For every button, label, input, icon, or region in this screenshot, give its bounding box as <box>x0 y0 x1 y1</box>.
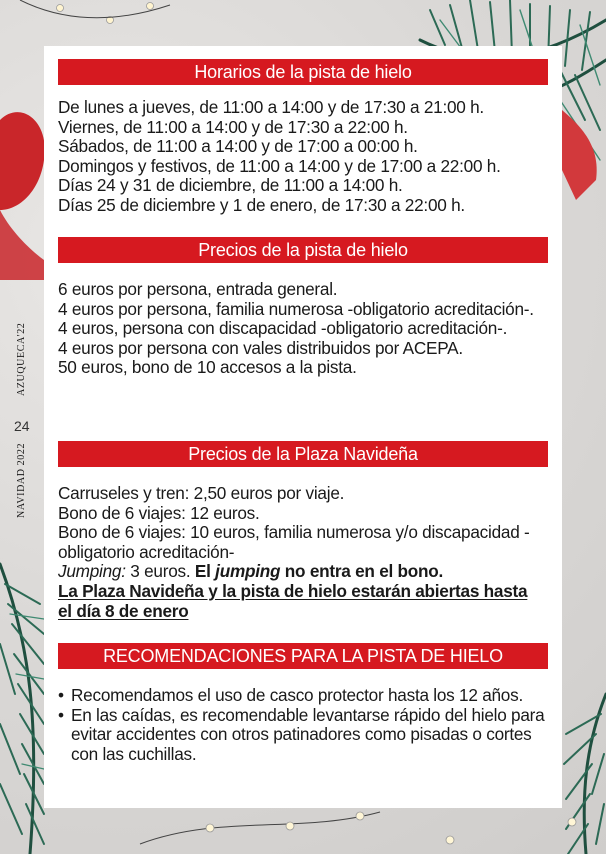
jumping-price: 3 euros. <box>125 561 195 582</box>
jumping-word: Jumping: <box>58 561 126 582</box>
precio-line: 4 euros, persona con discapacidad -obligatorio acreditación-. <box>58 318 508 339</box>
precios-plaza-list <box>58 484 554 621</box>
content-card <box>44 46 562 808</box>
jumping-note-end: no entra en el bono. <box>280 561 444 582</box>
section-title-precios-plaza: Precios de la Plaza Navideña <box>58 441 548 467</box>
precio-line: 4 euros por persona, familia numerosa -obligatorio acreditación-. <box>58 298 534 319</box>
precio-line: 4 euros por persona con vales distribuidos por ACEPA. <box>58 337 463 358</box>
precio-line: 6 euros por persona, entrada general. <box>58 279 338 299</box>
section-title-recomendaciones: RECOMENDACIONES PARA LA PISTA DE HIELO <box>58 643 548 669</box>
horario-line: Días 25 de diciembre y 1 de enero, de 17:30 a 22:00 h. <box>58 194 465 215</box>
opening-notice: La Plaza Navideña y la pista de hielo estarán abiertas hasta el día 8 de enero <box>58 580 528 621</box>
horario-line: Viernes, de 11:00 a 14:00 y de 17:30 a 22:00 h. <box>58 116 408 137</box>
jumping-note-word: jumping <box>215 561 281 582</box>
precios-pista-list <box>58 280 554 378</box>
side-vertical-top: AZUQUECA'22 <box>16 322 27 396</box>
recomendaciones-list <box>58 686 554 764</box>
jumping-note-start: El <box>194 561 216 582</box>
horario-line: Domingos y festivos, de 11:00 a 14:00 y de 17:00 a 22:00 h. <box>58 155 501 176</box>
section-title-horarios: Horarios de la pista de hielo <box>58 59 548 85</box>
precio-line: 50 euros, bono de 10 accesos a la pista. <box>58 357 357 378</box>
jumping-line <box>58 562 554 582</box>
page-number: 24 <box>14 418 30 434</box>
horario-line: Sábados, de 11:00 a 14:00 y de 17:00 a 00:00 h. <box>58 136 418 157</box>
horario-line: Días 24 y 31 de diciembre, de 11:00 a 14:00 h. <box>58 175 403 196</box>
recomendacion-item: • En las caídas, es recomendable levantarse rápido del hielo para evitar accidentes con otros patinadores como pisadas o cortes con las cuchillas. <box>58 706 554 765</box>
plaza-line: Carruseles y tren: 2,50 euros por viaje. <box>58 483 345 503</box>
side-vertical-bottom: NAVIDAD 2022 <box>16 442 27 518</box>
recomendacion-item: • Recomendamos el uso de casco protector hasta los 12 años. <box>58 686 554 706</box>
plaza-line: Bono de 6 viajes: 12 euros. <box>58 502 260 523</box>
section-title-precios-pista: Precios de la pista de hielo <box>58 237 548 263</box>
horarios-list <box>58 98 554 216</box>
red-ribbon-right <box>556 110 606 200</box>
horario-line: De lunes a jueves, de 11:00 a 14:00 y de 17:30 a 21:00 h. <box>58 97 484 117</box>
plaza-line: Bono de 6 viajes: 10 euros, familia numerosa y/o discapacidad -obligatorio acreditación- <box>58 522 530 562</box>
